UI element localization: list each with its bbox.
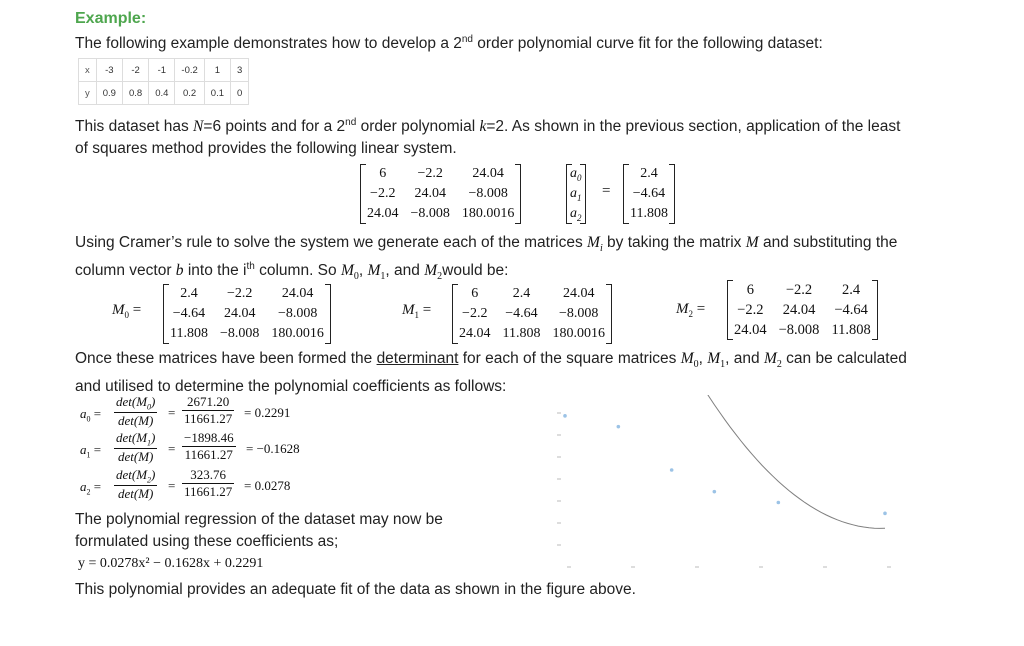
data-point (670, 468, 674, 472)
determinant-fraction: $\det(M_2)$ det(M) (116, 467, 156, 501)
matrix-cell: 6 (471, 286, 479, 301)
determinant-link[interactable]: determinant (376, 350, 459, 367)
equals-sign: = (168, 478, 176, 493)
matrix-cell: 24.04 (414, 186, 446, 201)
matrix-cell: −2.2 (785, 281, 813, 298)
coefficient-vector (566, 164, 586, 224)
table-cell: 1 (204, 59, 230, 82)
matrix-row (164, 304, 330, 324)
matrix-cell: 24.04 (734, 321, 767, 338)
determinant-fraction: $\det(M_1)$ det(M) (116, 430, 156, 464)
regression-chart (545, 395, 925, 580)
fit-curve (565, 395, 885, 528)
matrix-cell: 180.0016 (271, 326, 324, 341)
matrix-row (624, 164, 674, 184)
value-fraction: $\frac{323.76}{11661.27}$ (184, 467, 233, 499)
coefficient-result: = 0.2291 (244, 405, 291, 420)
table-row (79, 59, 249, 82)
matrix-cell: −4.64 (834, 301, 868, 318)
data-point (713, 490, 717, 494)
table-cell: -0.2 (175, 59, 204, 82)
a1-symbol: $a_1$ (570, 185, 582, 203)
matrix-row (361, 164, 520, 184)
matrix-cell: 24.04 (472, 166, 504, 181)
value-fraction: $\frac{2671.20}{11661.27}$ (184, 394, 233, 426)
table-cell: 0.8 (122, 82, 148, 105)
matrix-cell: 24.04 (223, 306, 256, 321)
intro-text: The following example demonstrates how to develop a 2nd order polynomial curve fit for the following dataset: (75, 34, 823, 52)
matrix-row (728, 300, 877, 320)
data-point (777, 501, 781, 505)
matrix-cell: 11.808 (502, 326, 541, 341)
matrix-cell: 6 (746, 281, 754, 298)
matrix-cell: −4.64 (505, 306, 538, 321)
matrix-row (453, 304, 611, 324)
table-cell: 0.1 (204, 82, 230, 105)
paragraph-regression: The polynomial regression of the dataset may now be formulated using these coefficients as; (75, 511, 443, 550)
data-point (617, 425, 621, 429)
matrix-cell: 11.808 (831, 321, 871, 338)
a2-symbol: $a_2$ (570, 205, 582, 223)
matrix-row (453, 324, 611, 344)
matrix-cell: −8.008 (219, 326, 260, 341)
matrix-cell: 24.04 (459, 326, 491, 341)
value-fraction: $\frac{-1898.46}{11661.27}$ (184, 430, 234, 462)
matrix-cell: 2.4 (512, 286, 531, 301)
coefficient-lhs: $a_0$ = (80, 406, 102, 424)
data-point (563, 414, 567, 418)
matrix-cell: −2.2 (226, 286, 253, 301)
coefficient-lhs: $a_1$ = (80, 442, 102, 460)
matrix-cell: 2.4 (842, 281, 861, 298)
matrix-cell: 24.04 (562, 286, 595, 301)
matrix-row (453, 284, 611, 304)
system-matrix (360, 164, 521, 224)
rhs-vector (623, 164, 675, 224)
paragraph-dataset: This dataset has N=6 points and for a 2nd order polynomial k=2. As shown in the previous section, application of the least of squares method provides the following linear system. (75, 117, 901, 157)
coefficient-result: = 0.0278 (244, 478, 291, 493)
matrix-cell: 180.0016 (461, 206, 515, 221)
matrix-cell: −4.64 (172, 306, 206, 321)
matrix-cell: −8.008 (559, 306, 599, 321)
table-cell: 0 (231, 82, 249, 105)
table-cell: 0.2 (175, 82, 204, 105)
determinant-fraction: $\det(M_0)$ det(M) (116, 394, 156, 428)
matrix-cell: 180.0016 (552, 326, 605, 341)
matrix-cell: 6 (379, 166, 387, 181)
matrix-cell: 24.04 (367, 206, 399, 221)
coefficient-lhs: $a_2$ = (80, 479, 102, 497)
data-point (883, 512, 887, 516)
matrix-cell: −2.2 (417, 166, 443, 181)
matrix-cell: −8.008 (468, 186, 508, 201)
matrix-row (728, 320, 877, 340)
m1-label: $M_1$ = (402, 302, 432, 320)
table-cell: -2 (122, 59, 148, 82)
equals-sign: = (168, 441, 176, 456)
table-cell: 3 (231, 59, 249, 82)
matrix-cell: −2.2 (737, 301, 764, 318)
matrix-m0 (163, 284, 331, 344)
equals-sign: = (168, 405, 176, 420)
table-cell: 0.4 (149, 82, 175, 105)
example-heading: Example: (75, 10, 147, 27)
m2-label: $M_2$ = (676, 301, 706, 319)
paragraph-determinant: Once these matrices have been formed the determinant for each of the square matrices $M_0$, $M_1$, and $M_2$ can be calculated and utilised to determine the polynomial coefficients as follows: (75, 350, 907, 396)
matrix-row (164, 284, 330, 304)
matrix-row (164, 324, 330, 344)
matrix-cell: −2.2 (462, 306, 488, 321)
matrix-cell: −4.64 (632, 186, 666, 201)
coefficient-result: = −0.1628 (246, 441, 300, 456)
matrix-cell: −2.2 (370, 186, 396, 201)
matrix-cell: −8.008 (410, 206, 450, 221)
matrix-cell: 24.04 (281, 286, 314, 301)
paragraph-cramer: Using Cramer’s rule to solve the system we generate each of the matrices $M_i$ by taking the matrix M and substituting the column vector b into the $i^{th}$ column. So $M_0$, $M_1$, and $M_2would$ be: (75, 234, 898, 283)
matrix-m2 (727, 280, 878, 340)
matrix-cell: −8.008 (778, 321, 820, 338)
y-label: y (79, 82, 97, 105)
matrix-cell: 2.4 (640, 166, 658, 181)
table-row (79, 82, 249, 105)
table-cell: -1 (149, 59, 175, 82)
table-cell: 0.9 (96, 82, 122, 105)
dataset-table (78, 58, 249, 105)
a0-symbol: $a_0$ (570, 165, 582, 183)
x-label: x (79, 59, 97, 82)
regression-equation: y = 0.0278x² − 0.1628x + 0.2291 (78, 556, 264, 571)
equals-sign: = (602, 183, 611, 199)
matrix-row (361, 204, 520, 224)
m0-label: $M_0$ = (112, 302, 142, 320)
matrix-cell: 11.808 (630, 206, 668, 221)
table-cell: -3 (96, 59, 122, 82)
matrix-row (361, 184, 520, 204)
matrix-cell: 2.4 (180, 286, 198, 301)
matrix-cell: 11.808 (170, 326, 208, 341)
matrix-row (624, 184, 674, 204)
matrix-row (624, 204, 674, 224)
closing-text: This polynomial provides an adequate fit of the data as shown in the figure above. (75, 581, 636, 598)
matrix-cell: 24.04 (782, 301, 816, 318)
matrix-row (728, 280, 877, 300)
matrix-cell: −8.008 (277, 306, 318, 321)
matrix-m1 (452, 284, 612, 344)
